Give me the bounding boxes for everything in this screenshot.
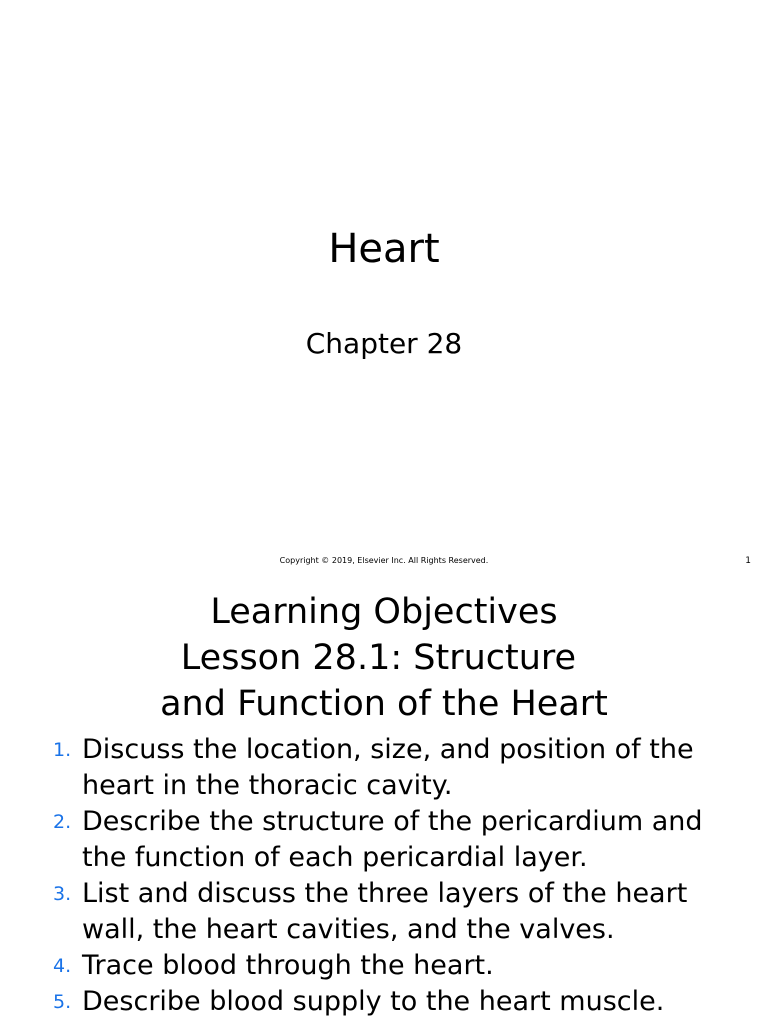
page-number: 1 [745,556,751,566]
objective-item [0,984,768,1020]
objective-number: 2. [53,811,72,833]
heading-line: Lesson 28.1: Structure [180,638,588,678]
objectives-slide [0,576,768,1024]
heading-line: Learning Objectives [210,592,558,632]
objectives-heading [0,589,768,727]
objective-number: 1. [53,739,72,761]
objective-item [0,876,768,948]
objective-text: Discuss the location, size, and position of the heart in the thoracic cavity. [82,734,694,801]
slide-title: Heart [328,226,440,272]
objective-text: Trace blood through the heart. [82,950,494,981]
heading-line: and Function of the Heart [160,684,608,724]
objective-number: 5. [53,991,72,1013]
objectives-list [0,732,768,1020]
objective-text: Describe blood supply to the heart muscle. [82,986,665,1017]
copyright-notice: Copyright © 2019, Elsevier Inc. All Rights Reserved. [279,556,489,565]
objective-number: 3. [53,883,72,905]
objective-number: 4. [53,955,72,977]
objective-text: Describe the structure of the pericardium and the function of each pericardial layer. [82,806,703,873]
objective-item [0,948,768,984]
slide-subtitle: Chapter 28 [305,327,463,360]
objective-text: List and discuss the three layers of the heart wall, the heart cavities, and the valves. [82,878,688,945]
objective-item [0,732,768,804]
objective-item [0,804,768,876]
